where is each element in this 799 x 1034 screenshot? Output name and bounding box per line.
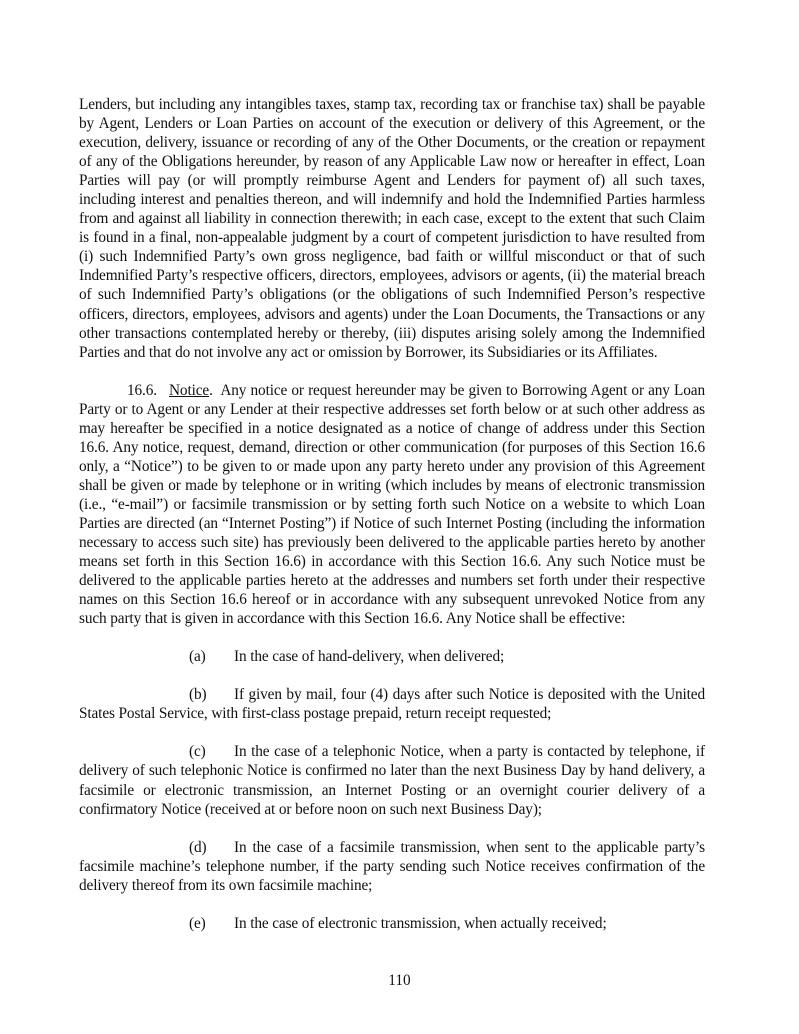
clause-text: In the case of a telephonic Notice, when a party is contacted by telephone, if delivery of such telephonic Notice is confirmed no later than the next Business Day by hand delivery, a facsimile or electronic transmission, an Internet Posting or an overnight courier delivery of a confirmatory Notice (received at or before noon on such next Business Day); [79, 743, 705, 818]
paragraph-spacer [79, 723, 705, 742]
page-number: 110 [388, 972, 411, 989]
clause-d [79, 838, 705, 895]
continuation-paragraph: Lenders, but including any intangibles taxes, stamp tax, recording tax or franchise tax) shall be payable by Agent, Lenders or Loan Parties on account of the execution or delivery of this Agreement, or the execution, delivery, issuance or recording of any of the Other Documents, or the creation or repayment of any of the Obligations hereunder, by reason of any Applicable Law now or hereafter in effect, Loan Parties will pay (or will promptly reimburse Agent and Lenders for payment of) all such taxes, including interest and penalties thereon, and will indemnify and hold the Indemnified Parties harmless from and against all liability in connection therewith; in each case, except to the extent that such Claim is found in a final, non-appealable judgment by a court of competent jurisdiction to have resulted from (i) such Indemnified Party’s own gross negligence, bad faith or willful misconduct or that of such Indemnified Party’s respective officers, directors, employees, advisors or agents, (ii) the material breach of such Indemnified Party’s obligations (or the obligations of such Indemnified Person’s respective officers, directors, employees, advisors and agents) under the Loan Documents, the Transactions or any other transactions contemplated hereby or thereby, (iii) disputes arising solely among the Indemnified Parties and that do not involve any act or omission by Borrower, its Subsidiaries or its Affiliates. [79, 96, 705, 361]
clause-text: In the case of electronic transmission, when actually received; [234, 914, 607, 932]
clause-label: (a) [189, 648, 206, 666]
paragraph-spacer [79, 666, 705, 685]
clause-label: (e) [189, 914, 206, 932]
clause-c [79, 742, 705, 818]
clause-label: (c) [189, 743, 206, 761]
paragraph-spacer [79, 628, 705, 647]
section-16-6-paragraph [79, 381, 705, 629]
clause-a [79, 647, 705, 666]
clause-label: (b) [189, 686, 207, 704]
clause-text: In the case of hand-delivery, when delivered; [234, 648, 505, 666]
clause-label: (d) [189, 838, 207, 856]
document-page [79, 95, 705, 933]
section-number: 16.6. [127, 381, 157, 399]
clause-text: If given by mail, four (4) days after such Notice is deposited with the United States Postal Service, with first-class postage prepaid, return receipt requested; [79, 686, 705, 723]
paragraph-spacer [79, 362, 705, 381]
section-body: Any notice or request hereunder may be given to Borrowing Agent or any Loan Party or to Agent or any Lender at their respective addresses set forth below or at such other address as may hereafter be specified in a notice designated as a notice of change of address under this Section 16.6. Any notice, request, demand, direction or other communication (for purposes of this Section 16.6 only, a “Notice”) to be given to or made upon any party hereto under any provision of this Agreement shall be given or made by telephone or in writing (which includes by means of electronic transmission (i.e., “e-mail”) or facsimile transmission or by setting forth such Notice on a website to which Loan Parties are directed (an “Internet Posting”) if Notice of such Internet Posting (including the information necessary to access such site) has previously been delivered to the applicable parties hereto by another means set forth in this Section 16.6) in accordance with this Section 16.6. Any such Notice must be delivered to the applicable parties hereto at the addresses and numbers set forth under their respective names on this Section 16.6 hereof or in accordance with any subsequent unrevoked Notice from any such party that is given in accordance with this Section 16.6. Any Notice shall be effective: [79, 381, 705, 628]
paragraph-spacer [79, 895, 705, 914]
clause-b [79, 685, 705, 723]
clause-text: In the case of a facsimile transmission, when sent to the applicable party’s facsimile machine’s telephone number, if the party sending such Notice receives confirmation of the delivery thereof from its own facsimile machine; [79, 838, 705, 894]
section-title: Notice [169, 381, 210, 399]
clause-e [79, 914, 705, 933]
paragraph-spacer [79, 819, 705, 838]
section-title-suffix: . [209, 381, 213, 399]
